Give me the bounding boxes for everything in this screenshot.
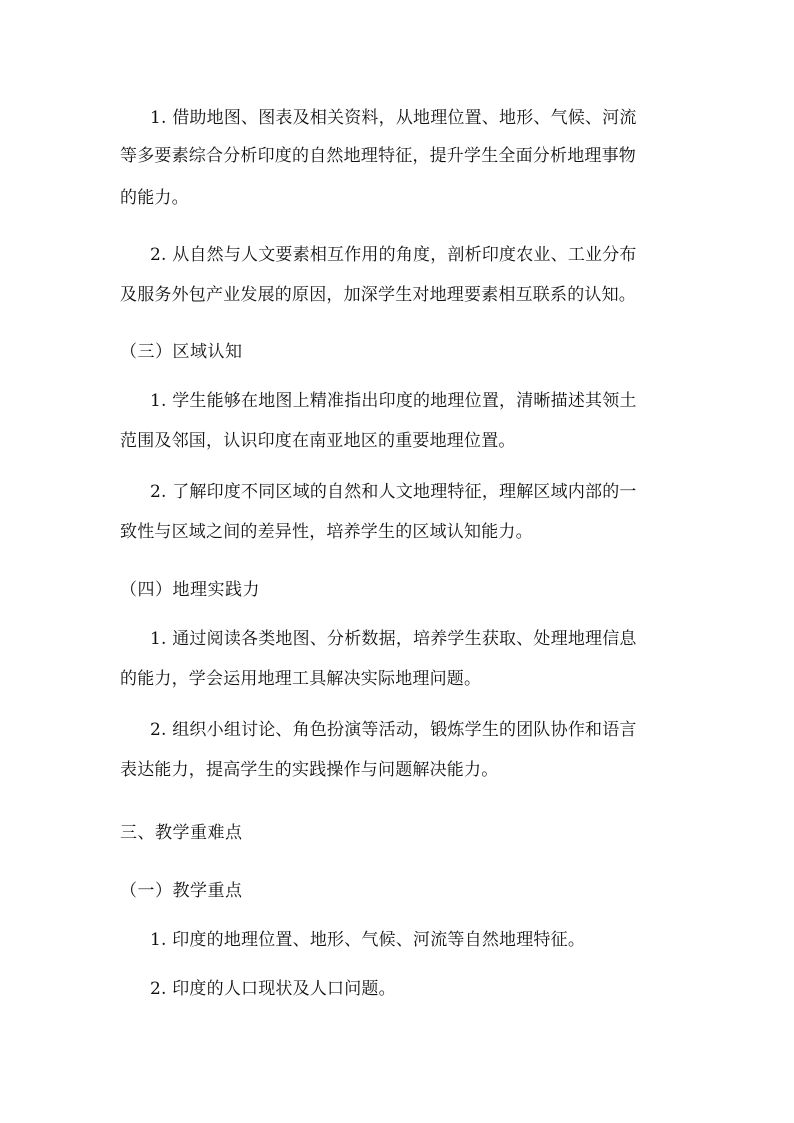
paragraph-8-line-1: 2. 印度的人口现状及人口问题。 [150,979,396,999]
paragraph-5-line-1: 1. 通过阅读各类地图、分析数据，培养学生获取、处理地理信息 [150,629,637,649]
section-heading-geographic-practice: （四）地理实践力 [120,580,260,600]
paragraph-1-line-1: 1. 借助地图、图表及相关资料，从地理位置、地形、气候、河流 [150,108,637,128]
paragraph-5-line-2: 的能力，学会运用地理工具解决实际地理问题。 [120,669,482,689]
paragraph-4-line-2: 致性与区域之间的差异性，培养学生的区域认知能力。 [120,522,533,542]
paragraph-4-line-1: 2. 了解印度不同区域的自然和人文地理特征，理解区域内部的一 [150,482,637,502]
section-heading-regional-cognition: （三）区域认知 [120,342,243,362]
paragraph-3-line-1: 1. 学生能够在地图上精准指出印度的地理位置，清晰描述其领土 [150,391,637,411]
paragraph-2-line-1: 2. 从自然与人文要素相互作用的角度，剖析印度农业、工业分布 [150,245,637,265]
paragraph-1-line-3: 的能力。 [120,188,189,208]
paragraph-7-line-1: 1. 印度的地理位置、地形、气候、河流等自然地理特征。 [150,930,586,950]
paragraph-3-line-2: 范围及邻国，认识印度在南亚地区的重要地理位置。 [120,431,516,451]
paragraph-1-line-2: 等多要素综合分析印度的自然地理特征，提升学生全面分析地理事物 [120,146,636,166]
section-heading-teaching-key-points: 三、教学重难点 [120,823,243,843]
paragraph-6-line-2: 表达能力，提高学生的实践操作与问题解决能力。 [120,760,499,780]
paragraph-2-line-2: 及服务外包产业发展的原因，加深学生对地理要素相互联系的认知。 [120,285,636,305]
subsection-heading-teaching-focus: （一）教学重点 [120,881,243,901]
paragraph-6-line-1: 2. 组织小组讨论、角色扮演等活动，锻炼学生的团队协作和语言 [150,720,637,740]
